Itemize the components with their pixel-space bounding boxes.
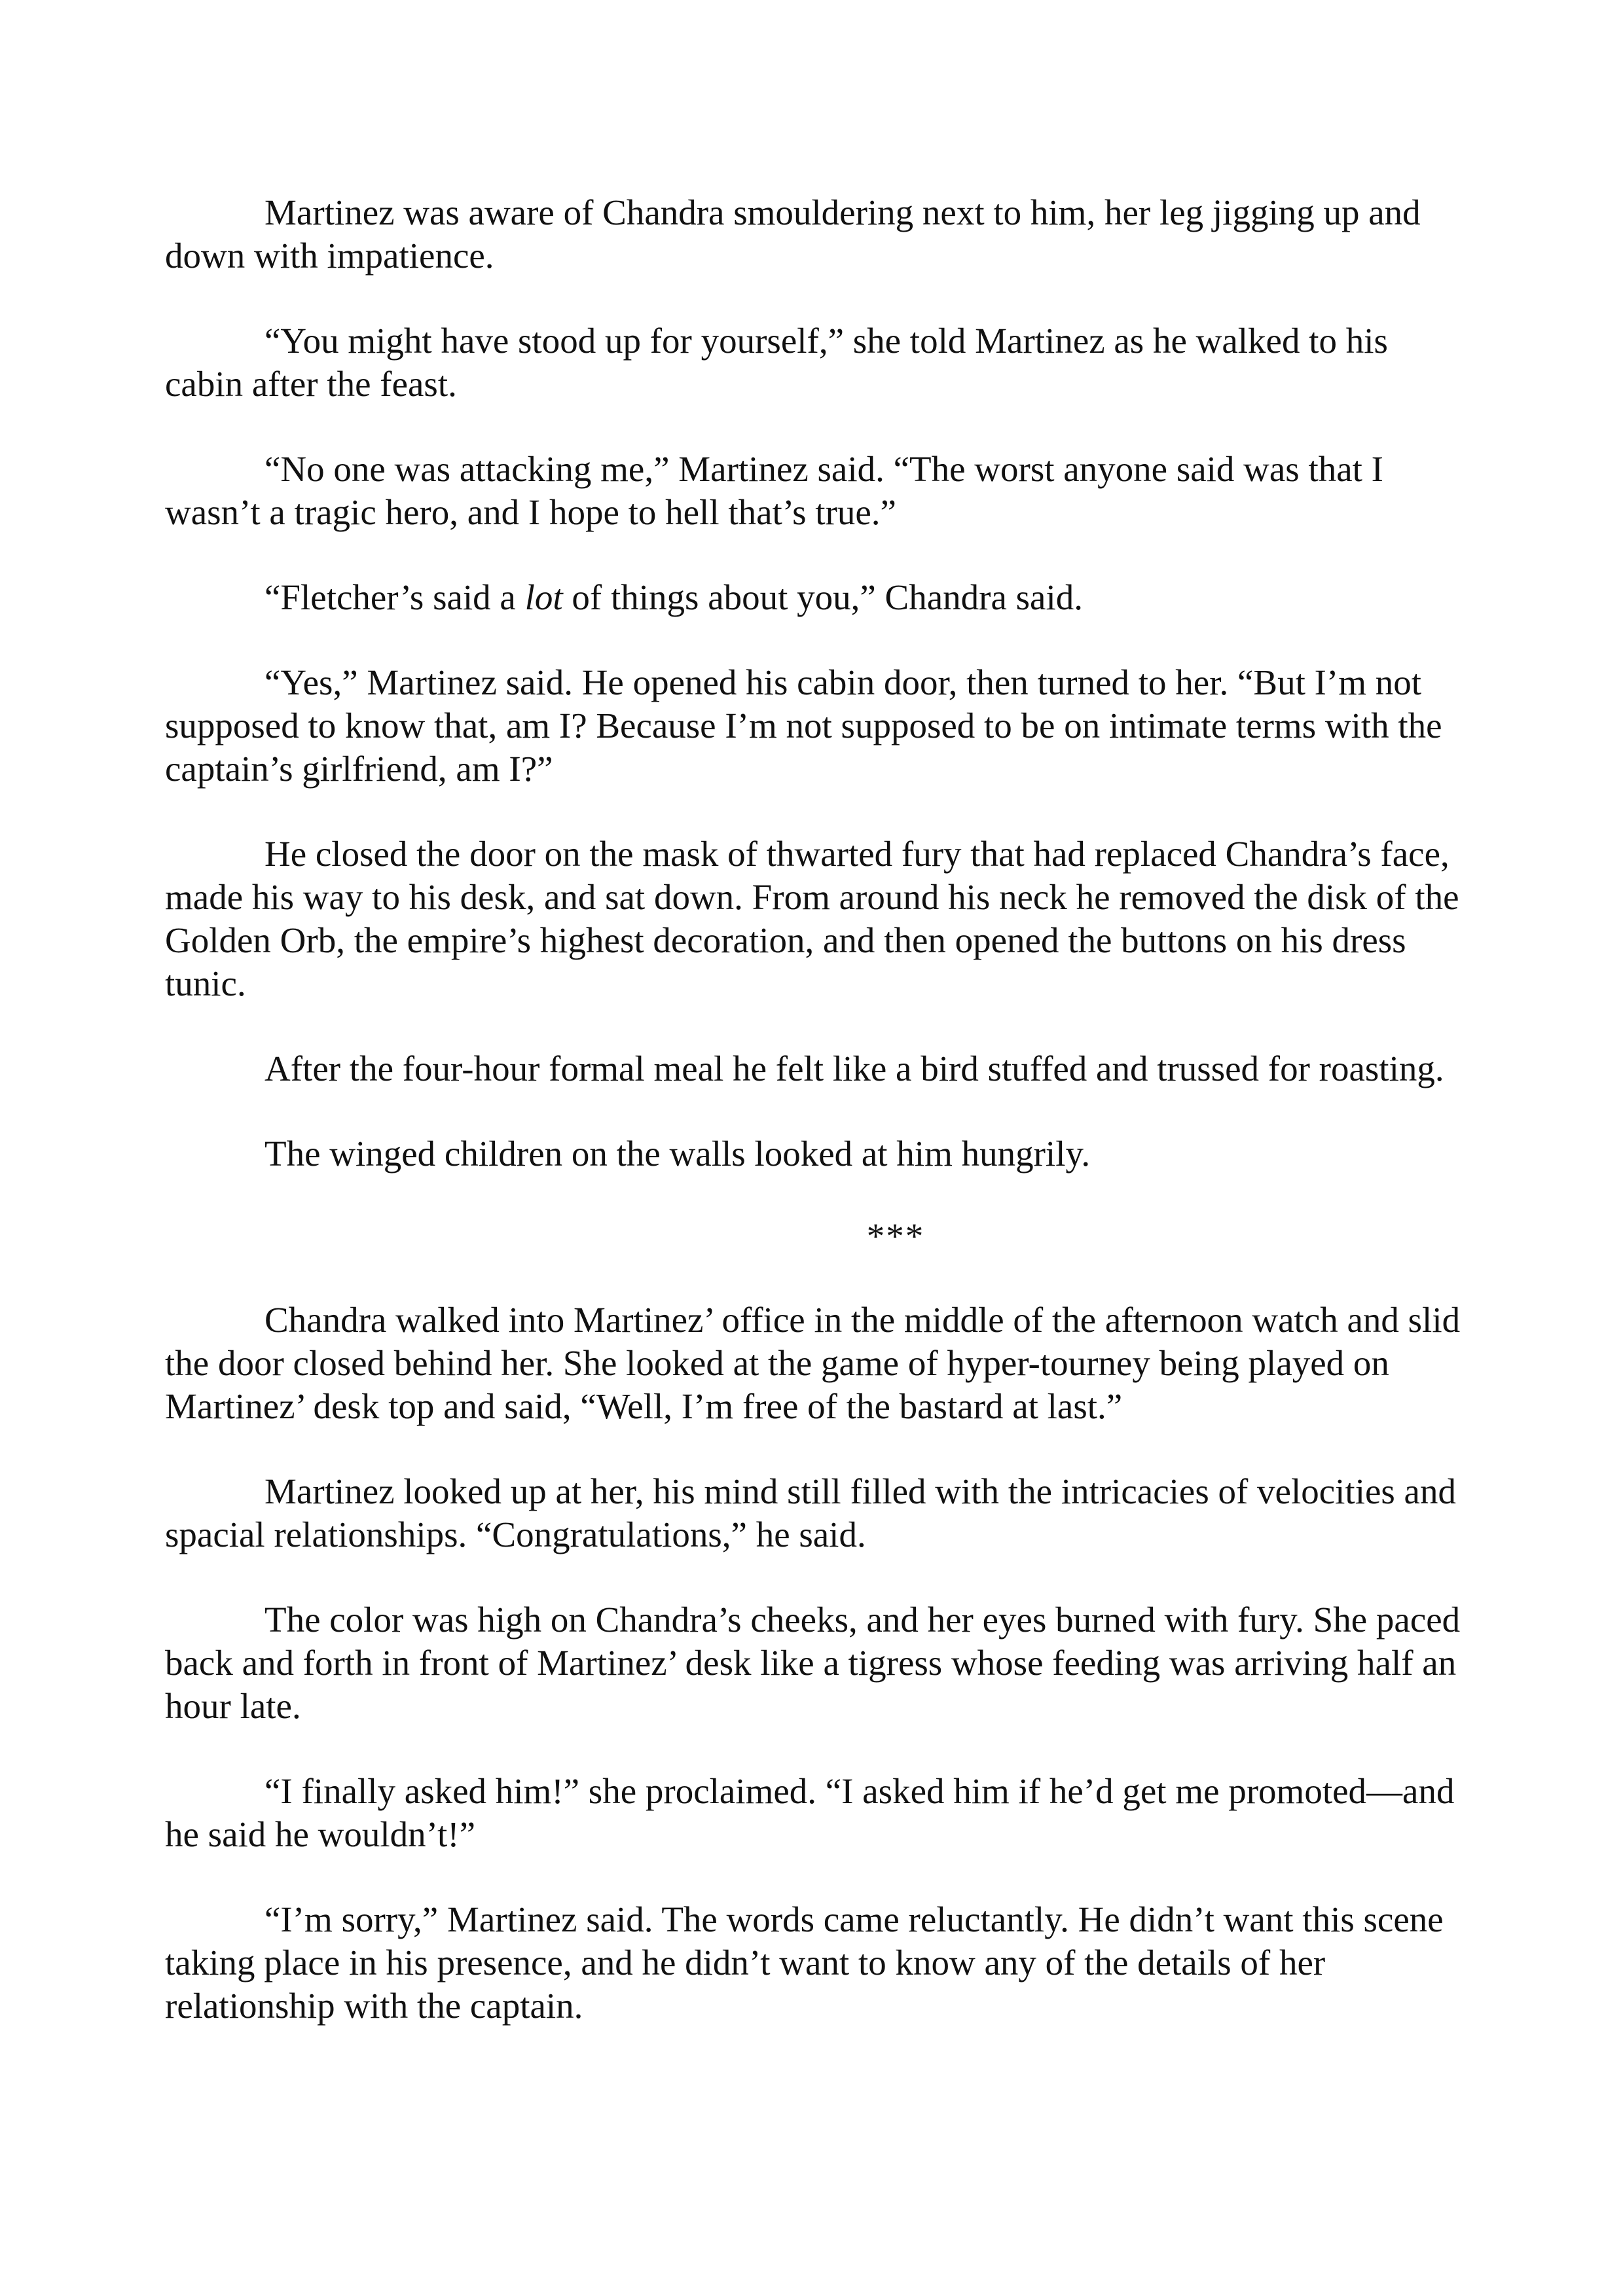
- paragraph: Martinez looked up at her, his mind still filled with the intricacies of velocities and spacial relationships. “Congratulations,” he said.: [165, 1471, 1456, 1554]
- body-text: [165, 191, 1474, 2070]
- emphasis-lot: lot: [524, 577, 563, 617]
- paragraph: “I finally asked him!” she proclaimed. “I asked him if he’d get me promoted—and he said he wouldn’t!”: [165, 1771, 1455, 1854]
- paragraph: “Yes,” Martinez said. He opened his cabin door, then turned to her. “But I’m not supposed to know that, am I? Because I’m not supposed to be on intimate terms with the captain’s girlfriend, am I?”: [165, 662, 1442, 789]
- scene-break: ***: [866, 1216, 925, 1256]
- paragraph: “You might have stood up for yourself,” she told Martinez as he walked to his cabin after the feast.: [165, 321, 1388, 404]
- paragraph-fletcher: [165, 576, 1474, 619]
- paragraph-fletcher-end: of things about you,” Chandra said.: [562, 577, 1083, 617]
- paragraph: “I’m sorry,” Martinez said. The words came reluctantly. He didn’t want this scene taking place in his presence, and he didn’t want to know any of the details of her relationship with the captain.: [165, 1899, 1444, 2026]
- paragraph: Chandra walked into Martinez’ office in the middle of the afternoon watch and slid the door closed behind her. She looked at the game of hyper-tourney being played on Martinez’ desk top and said, “Well, I’m free of the bastard at last.”: [165, 1300, 1461, 1426]
- paragraph: The color was high on Chandra’s cheeks, and her eyes burned with fury. She paced back and forth in front of Martinez’ desk like a tigress whose feeding was arriving half an hour late.: [165, 1600, 1461, 1726]
- paragraph: The winged children on the walls looked at him hungrily.: [264, 1134, 1091, 1174]
- paragraph: “No one was attacking me,” Martinez said. “The worst anyone said was that I wasn’t a tragic hero, and I hope to hell that’s true.”: [165, 449, 1384, 532]
- paragraph-fletcher-start: “Fletcher’s said a: [264, 577, 525, 617]
- paragraph: He closed the door on the mask of thwarted fury that had replaced Chandra’s face, made his way to his desk, and sat down. From around his neck he removed the disk of the Golden Orb, the empire’s highest decoration, and then opened the buttons on his dress tunic.: [165, 834, 1459, 1003]
- paragraph: After the four-hour formal meal he felt like a bird stuffed and trussed for roasting.: [264, 1049, 1444, 1088]
- paragraph: Martinez was aware of Chandra smouldering next to him, her leg jigging up and down with impatience.: [165, 192, 1421, 276]
